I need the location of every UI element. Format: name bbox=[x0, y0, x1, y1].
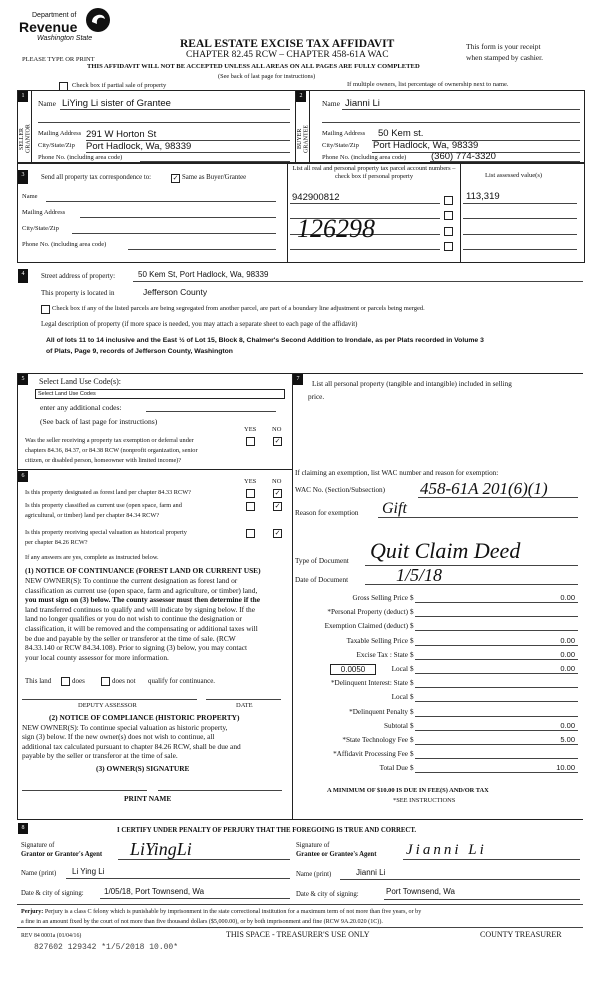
receipt-note-2: when stamped by cashier. bbox=[466, 53, 544, 62]
same-as-buyer-checkbox[interactable]: ✓ bbox=[172, 174, 179, 182]
fee-label: Subtotal bbox=[384, 722, 408, 730]
forest-no-checkbox[interactable]: ✓ bbox=[274, 489, 281, 497]
doc-type-label: Type of Document bbox=[295, 557, 349, 565]
exemption-yes-checkbox[interactable] bbox=[246, 437, 255, 446]
section-5-badge: 5 bbox=[18, 374, 28, 385]
fee-line bbox=[415, 772, 578, 773]
legal-description-1[interactable]: All of lots 11 to 14 inclusive and the East ½ of Lot 15, Block 8, Chalmer's Second Addition to Irondale, as per Plats recorded in Volume 3 bbox=[46, 337, 484, 344]
buyer-phone-field[interactable]: (360) 774-3320 bbox=[431, 151, 496, 162]
owner-signature-line[interactable] bbox=[22, 790, 147, 791]
no-header-5: NO bbox=[272, 426, 282, 433]
no-header-6: NO bbox=[272, 478, 282, 485]
buyer-mail-label: Mailing Address bbox=[322, 130, 366, 137]
buyer-name-field[interactable]: Jianni Li bbox=[345, 98, 380, 109]
certify-statement: I CERTIFY UNDER PENALTY OF PERJURY THAT THE FOREGOING IS TRUE AND CORRECT. bbox=[117, 827, 417, 834]
logo-text-2: Revenue bbox=[19, 19, 78, 35]
notice-continuance-title: (1) NOTICE OF CONTINUANCE (FOREST LAND OR CURRENT USE) bbox=[25, 566, 261, 575]
form-chapter: CHAPTER 82.45 RCW – CHAPTER 458-61A WAC bbox=[186, 50, 389, 60]
yes-header-5: YES bbox=[244, 426, 257, 433]
fee-label: Exemption Claimed (deduct) bbox=[324, 622, 408, 630]
partial-sale-label: Check box if partial sale of property bbox=[72, 82, 167, 89]
fee-line bbox=[415, 645, 578, 646]
does-checkbox[interactable] bbox=[61, 677, 70, 686]
grantee-sig-label-2: Grantee or Grantee's Agent bbox=[296, 851, 377, 858]
parcel-number-1[interactable]: 942900812 bbox=[292, 192, 340, 203]
wac-field[interactable]: 458-61A 201(6)(1) bbox=[420, 479, 548, 498]
perjury-line-1: Perjury: Perjury is a class C felony which is punishable by imprisonment in the state correctional institution for a maximum term of not more than five years, or by bbox=[21, 909, 422, 915]
qualify-label: qualify for continuance. bbox=[148, 677, 216, 685]
fee-value[interactable]: 0.00 bbox=[560, 636, 575, 645]
dollar-sign: $ bbox=[410, 622, 414, 630]
q-exemption-1: Was the seller receiving a property tax exemption or deferral under bbox=[25, 437, 194, 444]
grantee-date-label: Date & city of signing: bbox=[296, 891, 359, 898]
fee-value[interactable]: 0.00 bbox=[560, 593, 575, 602]
seller-phone-label: Phone No. (including area code) bbox=[38, 154, 123, 161]
see-back-5: (See back of last page for instructions) bbox=[40, 417, 158, 426]
fee-line bbox=[415, 701, 578, 702]
grantee-signature[interactable]: Jianni Li bbox=[406, 842, 487, 858]
notice-compliance-text: NEW OWNER(S): To continue special valuation as historic property, sign (3) below. If the new owner(s) does not wish to continue, all additional tax calculated pursuant to chapter 84.26 RCW, shall be due and payable by the seller or transferor at the time of sale. bbox=[22, 723, 241, 761]
see-instructions: *SEE INSTRUCTIONS bbox=[393, 797, 456, 804]
dollar-sign: $ bbox=[410, 651, 414, 659]
segregated-checkbox[interactable] bbox=[41, 305, 50, 314]
grantor-signature[interactable]: LiYingLi bbox=[130, 839, 192, 859]
treasurer-space-label: THIS SPACE - TREASURER'S USE ONLY bbox=[226, 930, 370, 939]
s3-city-label: City/State/Zip bbox=[22, 225, 59, 232]
section-8-badge: 8 bbox=[18, 823, 28, 834]
s3-phone-label: Phone No. (including area code) bbox=[22, 241, 107, 248]
yes-header-6: YES bbox=[244, 478, 257, 485]
same-as-buyer-label: Same as Buyer/Grantee bbox=[182, 174, 247, 181]
does-not-label: does not bbox=[112, 677, 136, 685]
fee-label: Total Due bbox=[379, 764, 408, 772]
fee-label: Gross Selling Price bbox=[352, 594, 408, 602]
additional-codes-label: enter any additional codes: bbox=[40, 403, 122, 412]
fee-line bbox=[415, 716, 578, 717]
fee-label: *Delinquent Penalty bbox=[349, 708, 408, 716]
county-field[interactable]: Jefferson County bbox=[143, 287, 208, 297]
q-exemption-3: citizen, or disabled person, homeowner with limited income)? bbox=[25, 457, 182, 464]
seller-name-label: Name bbox=[38, 99, 56, 108]
does-label: does bbox=[72, 677, 85, 685]
buyer-mail-field[interactable]: 50 Kem st. bbox=[378, 128, 424, 139]
grantee-sig-label-1: Signature of bbox=[296, 842, 330, 849]
form-title: REAL ESTATE EXCISE TAX AFFIDAVIT bbox=[180, 38, 395, 50]
fee-line bbox=[415, 687, 578, 688]
dollar-sign: $ bbox=[410, 594, 414, 602]
section-4-badge: 4 bbox=[18, 269, 28, 283]
land-use-label: Select Land Use Code(s): bbox=[39, 377, 121, 386]
historic-no-checkbox[interactable]: ✓ bbox=[274, 529, 281, 537]
dollar-sign: $ bbox=[410, 736, 414, 744]
street-address-label: Street address of property: bbox=[41, 272, 116, 280]
county-treasurer-label: COUNTY TREASURER bbox=[480, 930, 562, 939]
dollar-sign: $ bbox=[410, 637, 414, 645]
current-use-no-checkbox[interactable]: ✓ bbox=[274, 502, 281, 510]
seller-side-label: SELLER GRANTOR bbox=[19, 124, 32, 154]
reason-field[interactable]: Gift bbox=[382, 500, 407, 517]
if-any-note: If any answers are yes, complete as instructed below. bbox=[25, 554, 159, 561]
does-not-checkbox[interactable] bbox=[101, 677, 110, 686]
multiple-owners-note: If multiple owners, list percentage of ownership next to name. bbox=[347, 81, 509, 88]
legal-label: Legal description of property (if more space is needed, you may attach a separate sheet to each page of the affidavit) bbox=[41, 321, 358, 328]
fee-value[interactable]: 5.00 bbox=[560, 735, 575, 744]
date-label: DATE bbox=[236, 702, 253, 709]
fee-line bbox=[415, 673, 578, 674]
dollar-sign: $ bbox=[410, 722, 414, 730]
s3-mail-label: Mailing Address bbox=[22, 209, 66, 216]
q-exemption-2: chapters 84.36, 84.37, or 84.38 RCW (nonprofit organization, senior bbox=[25, 447, 198, 454]
seller-mail-field[interactable]: 291 W Horton St bbox=[86, 129, 157, 140]
q-forest: Is this property designated as forest land per chapter 84.33 RCW? bbox=[25, 489, 191, 496]
seller-name-field[interactable]: LiYing Li sister of Grantee bbox=[62, 98, 171, 109]
section-3-badge: 3 bbox=[18, 170, 28, 184]
doc-date-label: Date of Document bbox=[295, 576, 349, 584]
assessed-value-1[interactable]: 113,319 bbox=[466, 191, 500, 202]
see-back: (See back of last page for instructions) bbox=[218, 73, 316, 80]
dollar-sign: $ bbox=[410, 665, 414, 673]
dor-swirl-icon bbox=[84, 6, 112, 34]
buyer-name-label: Name bbox=[322, 99, 340, 108]
local-rate-field[interactable]: 0.0050 bbox=[330, 664, 376, 675]
grantor-date-field[interactable]: 1/05/18, Port Townsend, Wa bbox=[104, 887, 205, 896]
grantor-name-label: Name (print) bbox=[21, 870, 57, 877]
dollar-sign: $ bbox=[410, 750, 414, 758]
fee-value[interactable]: 0.00 bbox=[560, 650, 575, 659]
historic-yes-checkbox[interactable] bbox=[246, 529, 255, 538]
q-historic-1: Is this property receiving special valuation as historical property bbox=[25, 529, 187, 536]
fee-label: *State Technology Fee bbox=[342, 736, 408, 744]
receipt-note-1: This form is your receipt bbox=[466, 42, 541, 51]
send-correspondence-label: Send all property tax correspondence to: bbox=[41, 174, 152, 181]
fee-line bbox=[415, 602, 578, 603]
exemption-no-checkbox[interactable]: ✓ bbox=[274, 437, 281, 445]
parcel-header: List all real and personal property tax parcel account numbers – check box if personal property bbox=[292, 165, 456, 180]
section-2-badge: 2 bbox=[296, 91, 306, 102]
personal-property-label-1: List all personal property (tangible and intangible) included in selling bbox=[312, 380, 512, 388]
fee-label: *Delinquent Interest: State bbox=[330, 679, 408, 687]
personal-property-checkbox-4[interactable] bbox=[444, 242, 453, 251]
fee-label: Excise Tax : State bbox=[356, 651, 408, 659]
this-land-label: This land bbox=[25, 677, 52, 685]
fee-line bbox=[415, 616, 578, 617]
dollar-sign: $ bbox=[410, 679, 414, 687]
assessed-header: List assessed value(s) bbox=[485, 172, 543, 179]
grantee-name-label: Name (print) bbox=[296, 871, 332, 878]
street-address-field[interactable]: 50 Kem St, Port Hadlock, Wa, 98339 bbox=[138, 270, 269, 279]
seller-city-field[interactable]: Port Hadlock, Wa, 98339 bbox=[86, 141, 192, 152]
fee-line bbox=[415, 730, 578, 731]
personal-property-label-2: price. bbox=[308, 393, 325, 401]
treasurer-stamp: 827602 129342 *1/5/2018 10.00* bbox=[34, 943, 179, 952]
personal-property-checkbox-3[interactable] bbox=[444, 227, 453, 236]
fee-label: Local bbox=[391, 693, 408, 701]
segregated-label: Check box if any of the listed parcels are being segregated from another parcel, are part of a boundary line adjustment or parcels being merged. bbox=[52, 305, 425, 312]
section-1-badge: 1 bbox=[18, 91, 28, 102]
fee-line bbox=[415, 744, 578, 745]
s3-name-label: Name bbox=[22, 193, 38, 200]
grantor-sig-label-1: Signature of bbox=[21, 842, 55, 849]
form-number: REV 84 0001a (01/04/16) bbox=[21, 933, 82, 939]
fee-line bbox=[415, 758, 578, 759]
fee-line bbox=[415, 630, 578, 631]
legal-description-2[interactable]: of Plats, Page 9, records of Jefferson County, Washington bbox=[46, 348, 233, 355]
notice-continuance-text: NEW OWNER(S): To continue the current designation as forest land or classification as current use (open space, farm and agriculture, or timber) land, you must sign on (3) below. The county assessor must then determine if the land transferred continues to qualify and will indicate by signing below. If the land no longer qualifies or you do not wish to continue the designation or classification, it will be removed and the compensating or additional taxes will be due and payable by the seller or transferor at the time of sale. (RCW 84.33.140 or RCW 84.34.108). Prior to signing (3) below, you may contact your local county assessor for more information. bbox=[25, 576, 261, 662]
personal-property-checkbox-1[interactable] bbox=[444, 196, 453, 205]
fee-line bbox=[415, 659, 578, 660]
print-name-label: PRINT NAME bbox=[124, 794, 172, 803]
dollar-sign: $ bbox=[410, 608, 414, 616]
forest-yes-checkbox[interactable] bbox=[246, 489, 255, 498]
logo-text-1: Department of bbox=[32, 12, 77, 19]
land-use-select[interactable]: Select Land Use Codes bbox=[35, 389, 285, 399]
buyer-city-label: City/State/Zip bbox=[322, 142, 359, 149]
current-use-yes-checkbox[interactable] bbox=[246, 502, 255, 511]
deputy-assessor-label: DEPUTY ASSESSOR bbox=[78, 702, 137, 709]
fee-label: *Affidavit Processing Fee bbox=[333, 750, 408, 758]
logo-text-3: Washington State bbox=[37, 35, 93, 42]
fee-value[interactable]: 0.00 bbox=[560, 664, 575, 673]
minimum-due-note: A MINIMUM OF $10.00 IS DUE IN FEE(S) AND/OR TAX bbox=[327, 787, 489, 794]
seller-city-label: City/State/Zip bbox=[38, 142, 75, 149]
grantee-name-field[interactable]: Jianni Li bbox=[356, 868, 386, 877]
doc-date-field[interactable]: 1/5/18 bbox=[396, 565, 443, 585]
dollar-sign: $ bbox=[410, 764, 414, 772]
buyer-side-label: BUYER GRANTEE bbox=[297, 125, 310, 153]
dollar-sign: $ bbox=[410, 708, 414, 716]
owner-signature-title: (3) OWNER(S) SIGNATURE bbox=[96, 764, 190, 773]
perjury-line-2: a fine in an amount fixed by the court of not more than five thousand dollars ($5,000.00), or by both imprisonment and fine (RCW 9A.20.020 (1C)). bbox=[21, 919, 383, 925]
q-current-use-1: Is this property classified as current use (open space, farm and bbox=[25, 502, 182, 509]
doc-type-field[interactable]: Quit Claim Deed bbox=[370, 538, 521, 563]
exemption-label: If claiming an exemption, list WAC number and reason for exemption: bbox=[295, 469, 499, 477]
q-current-use-2: agricultural, or timber) land per chapter 84.34 RCW? bbox=[25, 512, 160, 519]
personal-property-checkbox-2[interactable] bbox=[444, 211, 453, 220]
grantor-name-field[interactable]: Li Ying Li bbox=[72, 867, 105, 876]
dollar-sign: $ bbox=[410, 693, 414, 701]
fee-label: Local bbox=[391, 665, 408, 673]
grantor-date-label: Date & city of signing: bbox=[21, 890, 84, 897]
please-type: PLEASE TYPE OR PRINT bbox=[22, 56, 95, 63]
wac-label: WAC No. (Section/Subsection) bbox=[295, 486, 386, 494]
buyer-city-field[interactable]: Port Hadlock, Wa, 98339 bbox=[373, 140, 479, 151]
fee-value[interactable]: 0.00 bbox=[560, 721, 575, 730]
section-7-badge: 7 bbox=[293, 374, 303, 385]
seller-mail-label: Mailing Address bbox=[38, 130, 82, 137]
grantee-date-field[interactable]: Port Townsend, Wa bbox=[386, 887, 455, 896]
buyer-phone-label: Phone No. (including area code) bbox=[322, 154, 407, 161]
section-6-badge: 6 bbox=[18, 471, 28, 482]
warning: THIS AFFIDAVIT WILL NOT BE ACCEPTED UNLESS ALL AREAS ON ALL PAGES ARE FULLY COMPLETED bbox=[87, 63, 420, 70]
handwritten-number: 126298 bbox=[297, 214, 375, 243]
q-historic-2: per chapter 84.26 RCW? bbox=[25, 539, 88, 546]
grantor-sig-label-2: Grantor or Grantor's Agent bbox=[21, 851, 103, 858]
located-label: This property is located in bbox=[41, 289, 115, 297]
fee-label: Taxable Selling Price bbox=[346, 637, 408, 645]
fee-value[interactable]: 10.00 bbox=[556, 763, 575, 772]
notice-compliance-title: (2) NOTICE OF COMPLIANCE (HISTORIC PROPERTY) bbox=[49, 713, 240, 722]
fee-label: *Personal Property (deduct) bbox=[327, 608, 408, 616]
reason-label: Reason for exemption bbox=[295, 509, 359, 517]
